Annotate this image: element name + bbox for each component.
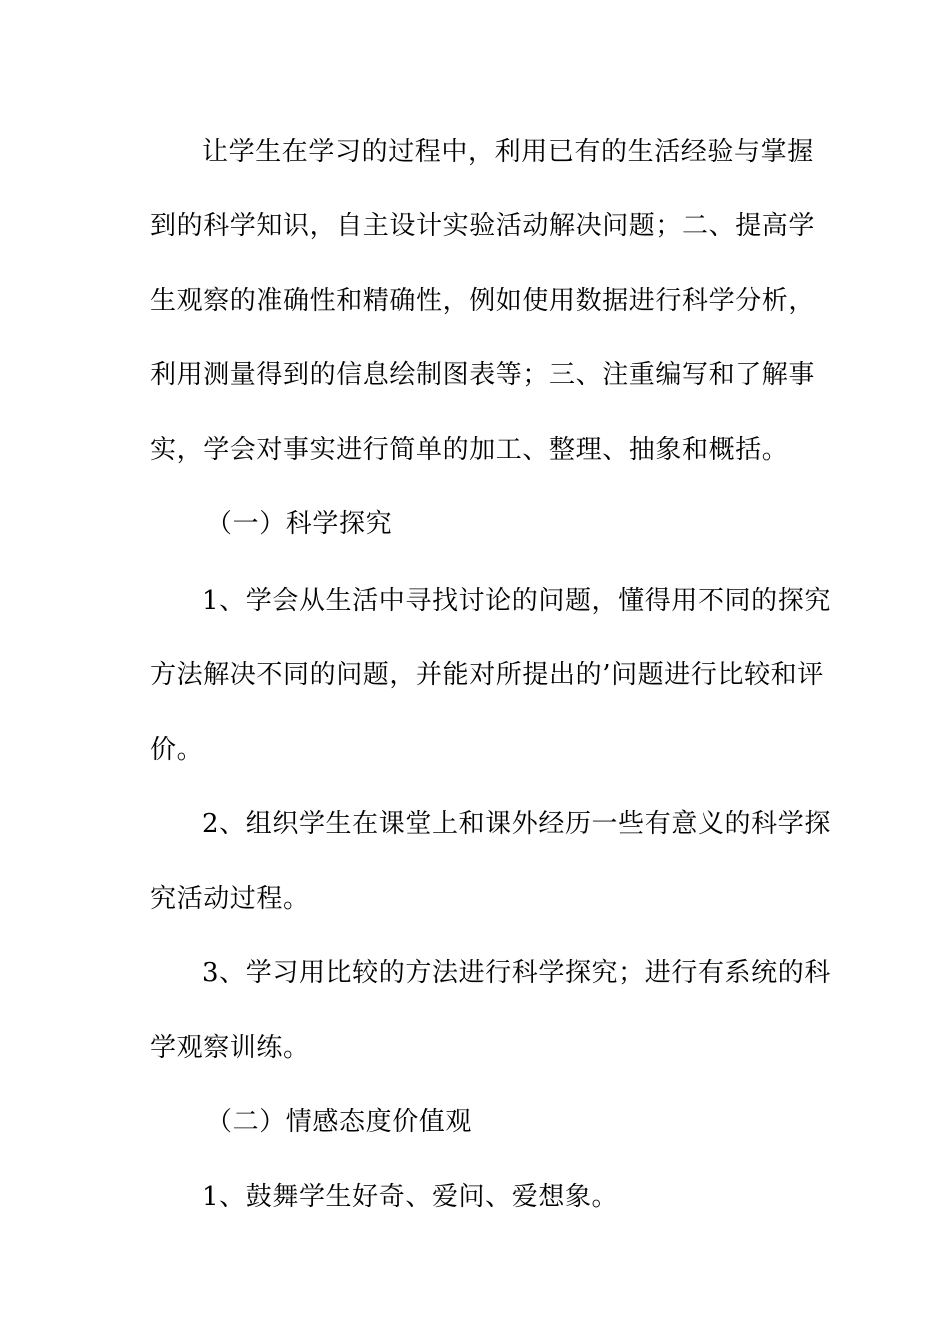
paragraph-line: 让学生在学习的过程中，利用已有的生活经验与掌握 bbox=[202, 137, 814, 167]
paragraph-line: 实，学会对事实进行简单的加工、整理、抽象和概括。 bbox=[150, 435, 789, 465]
paragraph-line: 到的科学知识，自主设计实验活动解决问题；二、提高学 bbox=[150, 211, 816, 241]
section-heading: （二）情感态度价值观 bbox=[206, 1107, 473, 1137]
paragraph-line: 生观察的准确性和精确性，例如使用数据进行科学分析， bbox=[150, 286, 816, 316]
paragraph-line: 1、学会从生活中寻找讨论的问题，懂得用不同的探究 bbox=[202, 586, 831, 616]
paragraph-line: 2、组织学生在课堂上和课外经历一些有意义的科学探 bbox=[202, 809, 831, 839]
paragraph-line: 究活动过程。 bbox=[150, 884, 310, 914]
paragraph-line: 利用测量得到的信息绘制图表等；三、注重编写和了解事 bbox=[150, 360, 816, 390]
paragraph-line: 方法解决不同的问题，并能对所提出的’问题进行比较和评 bbox=[150, 660, 824, 690]
paragraph-line: 价。 bbox=[150, 735, 204, 765]
paragraph-line: 1、鼓舞学生好奇、爱问、爱想象。 bbox=[202, 1182, 619, 1212]
paragraph-line: 3、学习用比较的方法进行科学探究；进行有系统的科 bbox=[202, 958, 831, 988]
section-heading: （一）科学探究 bbox=[206, 509, 393, 539]
paragraph-line: 学观察训练。 bbox=[150, 1033, 310, 1063]
